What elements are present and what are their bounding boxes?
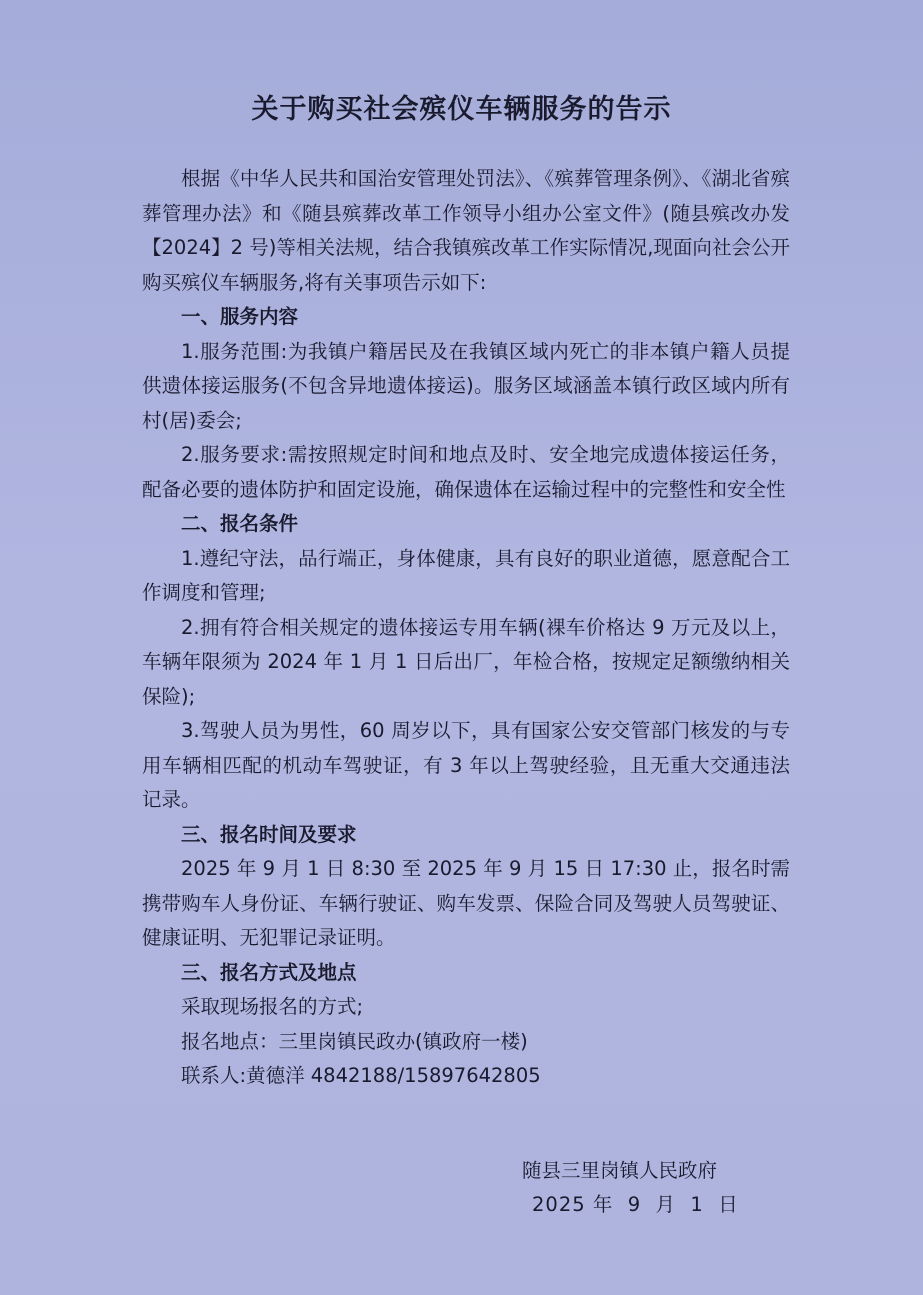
intro-paragraph: 根据《中华人民共和国治安管理处罚法》、《殡葬管理条例》、《湖北省殡葬管理办法》和《随县殡葬改革工作领导小组办公室文件》(随县殡改办发【2024】2 号)等相关法规，结合我镇殡改革工作实际情况,现面向社会公开购买殡仪车辆服务,将有关事项告示如下:	[142, 167, 790, 294]
notice-title: 关于购买社会殡仪车辆服务的告示	[251, 94, 672, 125]
registration-location: 报名地点：三里岗镇民政办(镇政府一楼)	[181, 1029, 528, 1053]
section-heading-method: 三、报名方式及地点	[181, 960, 357, 984]
condition-item: 2.拥有符合相关规定的遗体接运专用车辆(裸车价格达 9 万元及以上，车辆年限须为 2024 年 1 月 1 日后出厂，年检合格，按规定足额缴纳相关保险);	[142, 615, 790, 708]
signature-org: 随县三里岗镇人民政府	[522, 1159, 718, 1182]
signature-date: 2025 年 9 月 1 日	[532, 1193, 739, 1216]
service-requirement: 2.服务要求:需按照规定时间和地点及时、安全地完成遗体接运任务，配备必要的遗体防护和固定设施，确保遗体在运输过程中的完整性和安全性	[142, 443, 790, 501]
section-heading-service: 一、服务内容	[181, 305, 299, 328]
condition-item: 3.驾驶人员为男性，60 周岁以下，具有国家公安交管部门核发的与专用车辆相匹配的机动车驾驶证，有 3 年以上驾驶经验，且无重大交通违法记录。	[142, 719, 790, 811]
notice-body	[142, 162, 790, 1094]
registration-method: 采取现场报名的方式;	[181, 995, 364, 1018]
registration-time: 2025 年 9 月 1 日 8:30 至 2025 年 9 月 15 日 17:30 止，报名时需携带购车人身份证、车辆行驶证、购车发票、保险合同及驾驶人员驾驶证、健康证明、无犯罪记录证明。	[142, 857, 790, 949]
condition-item: 1.遵纪守法，品行端正，身体健康，具有良好的职业道德，愿意配合工作调度和管理;	[142, 546, 790, 604]
contact-person: 联系人:黄德洋 4842188/15897642805	[181, 1064, 541, 1087]
section-heading-time: 三、报名时间及要求	[181, 822, 357, 846]
service-scope: 1.服务范围:为我镇户籍居民及在我镇区域内死亡的非本镇户籍人员提供遗体接运服务(不包含异地遗体接运)。服务区域涵盖本镇行政区域内所有村(居)委会;	[142, 339, 790, 432]
section-heading-conditions: 二、报名条件	[181, 512, 299, 535]
